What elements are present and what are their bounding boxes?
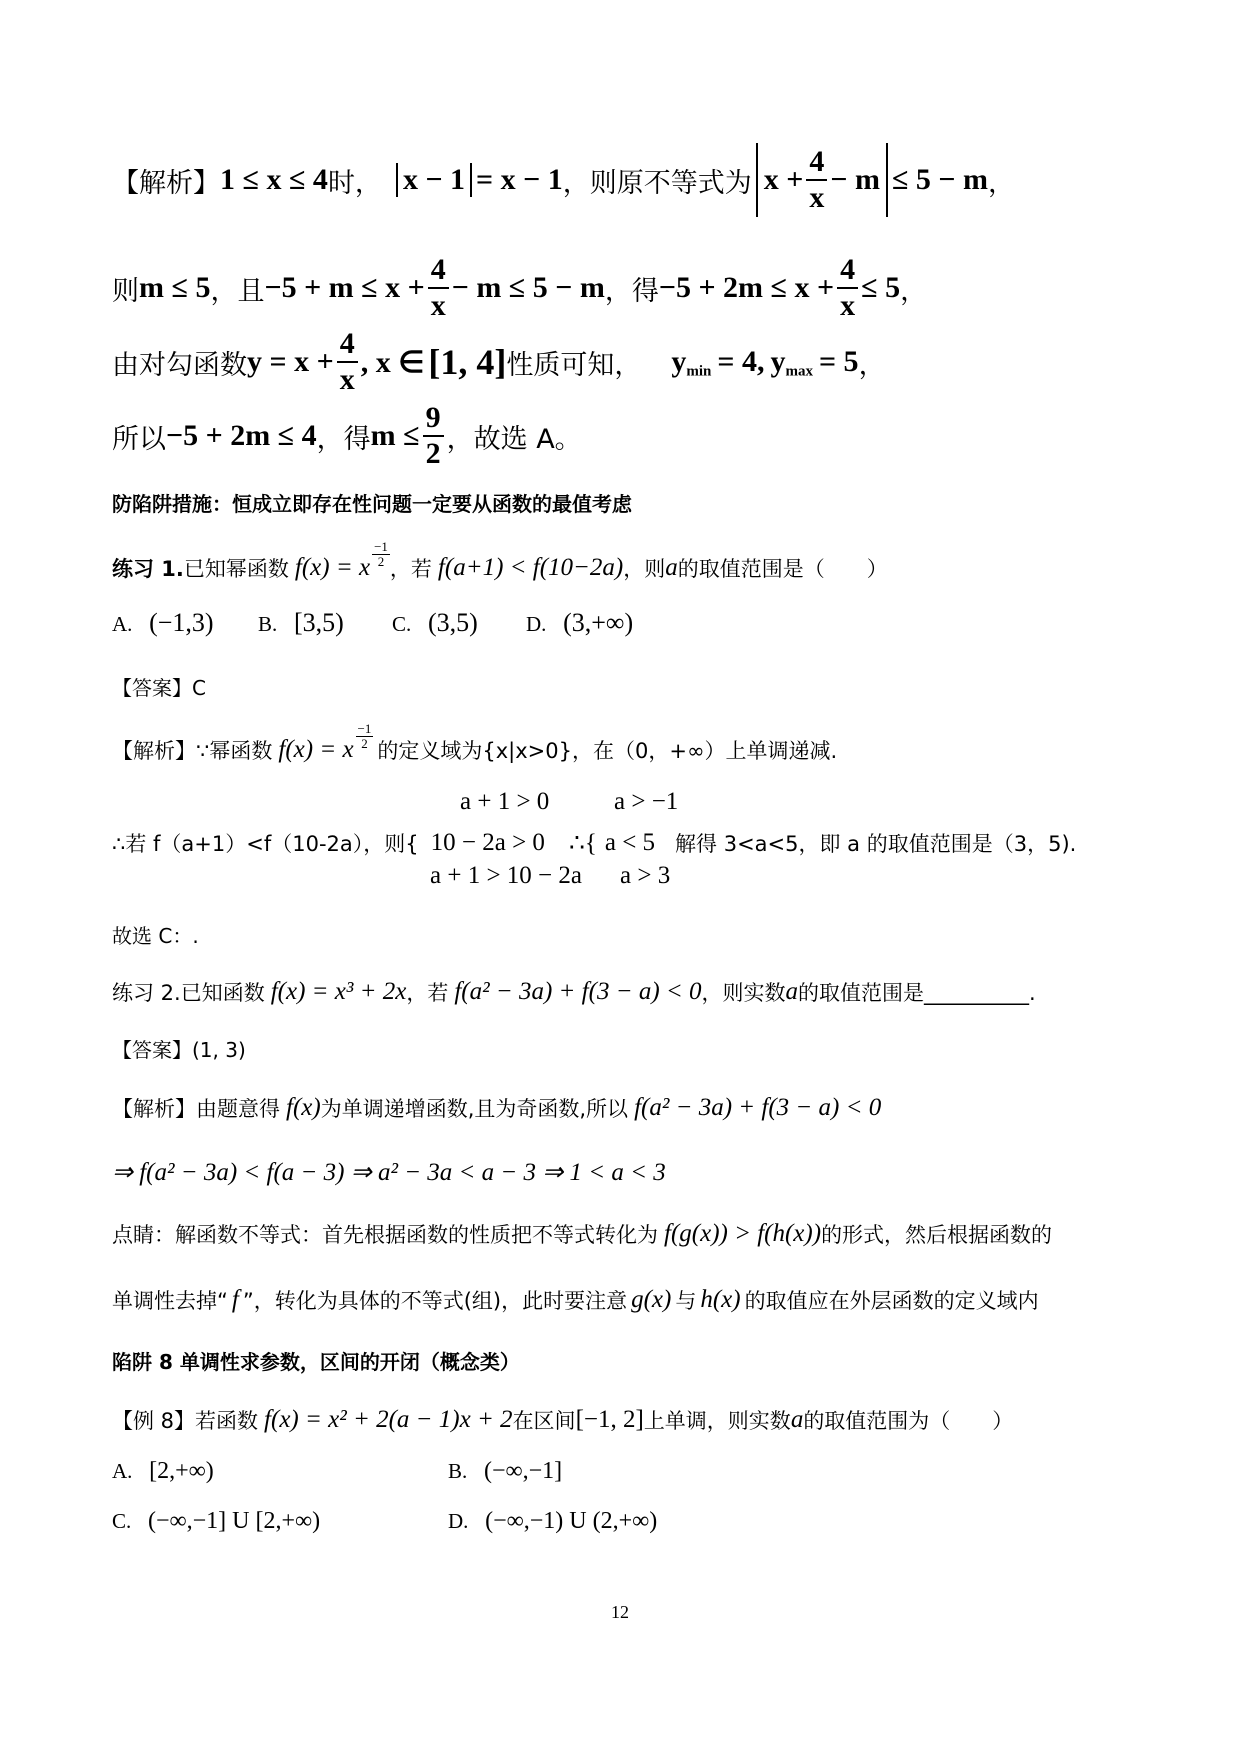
math: = 4, (717, 345, 765, 378)
fraction (337, 329, 358, 395)
option-b (448, 1458, 562, 1485)
section-heading: 防陷阱措施：恒成立即存在性问题一定要从函数的最值考虑 (112, 492, 632, 516)
math: f(a² − 3a) + f(3 − a) < 0 (634, 1094, 882, 1121)
system-row-3: a + 1 > 10 − 2a (430, 862, 582, 889)
system-line (112, 823, 1076, 863)
solution-label: 【解析】 (112, 167, 220, 199)
math-inequality (454, 978, 701, 1006)
math: = 5 (818, 345, 859, 378)
math: , x ∈ (360, 345, 425, 379)
exponent-numerator (372, 540, 390, 555)
option-value: (−∞,−1) U (2,+∞) (485, 1508, 658, 1534)
math-var (791, 1406, 804, 1434)
option-value: (−∞,−1] (483, 1458, 563, 1484)
text: ”，转化为具体的不等式(组)，此时要注意 (242, 1289, 628, 1313)
minus-sign: − (357, 720, 365, 736)
text: 与 (675, 1289, 697, 1313)
numerator: 4 (339, 327, 355, 360)
math: h(x) (700, 1286, 741, 1313)
math: f(x) (286, 1094, 321, 1121)
subscript: min (686, 363, 712, 380)
math-abs-big (756, 143, 888, 217)
note-line-2 (112, 1278, 1039, 1322)
option-label: D. (526, 612, 547, 636)
math-function (700, 1286, 740, 1314)
math: ≤ 5 (861, 271, 901, 304)
solution-line-4 (112, 401, 582, 470)
numerator: 1 (381, 538, 388, 554)
fraction (806, 147, 827, 213)
denominator: x (837, 287, 858, 321)
numerator: 4 (840, 253, 856, 286)
text: 的取值范围是（ ） (677, 557, 888, 581)
solution-line-3 (112, 327, 886, 396)
denominator: x (337, 361, 358, 395)
math: f(x) = x (278, 736, 354, 763)
text: ∴若 f（a+1）<f（10-2a），则{ (112, 832, 419, 856)
numerator: 4 (430, 253, 446, 286)
math: f(x) = x³ + 2x (270, 978, 407, 1005)
denominator: 2 (423, 435, 444, 469)
math-inequality (438, 554, 623, 582)
math: f (231, 1286, 239, 1313)
text: 若函数 (195, 1409, 259, 1433)
option-label: A. (112, 1459, 133, 1483)
option-value: (−1,3) (149, 608, 214, 637)
math-interval: [−1, 2] (575, 1406, 644, 1433)
text: 已知幂函数 (183, 557, 289, 581)
text: 在区间 (512, 1409, 576, 1433)
math-power-function (278, 736, 353, 764)
system-row-2: 10 − 2a > 0 (430, 829, 545, 856)
system-row-1: a + 1 > 0 (460, 788, 550, 815)
option-d (526, 608, 633, 638)
math: a (790, 1406, 804, 1433)
text: ，则实数 (701, 981, 786, 1005)
text: 单调性去掉“ (112, 1289, 228, 1313)
option-label: D. (448, 1509, 469, 1533)
text: ，若 (389, 557, 432, 581)
system-result-2: a < 5 (604, 829, 656, 856)
text: 的定义域为{x|x>0}，在（0，+∞）上单调递减. (377, 739, 838, 763)
math: − m ≤ 5 − m (451, 271, 605, 304)
solution-line-1 (112, 145, 1016, 214)
text: 的取值应在外层函数的定义域内 (744, 1289, 1039, 1313)
exercise-label: 练习 2. (112, 981, 181, 1005)
option-a (112, 608, 214, 638)
numerator: 4 (809, 145, 825, 178)
option-value: (−∞,−1] U [2,+∞) (147, 1508, 321, 1534)
text: ，则 (623, 557, 666, 581)
math: x + (763, 163, 804, 196)
math: g(x) (631, 1286, 672, 1313)
option-a (112, 1458, 214, 1485)
math-var (786, 978, 799, 1006)
math: −5 + m ≤ x + (264, 271, 425, 304)
fraction (837, 255, 858, 321)
math-condition: 1 ≤ x ≤ 4 (220, 163, 328, 196)
text: 时， (327, 167, 382, 199)
math-abs (396, 163, 472, 197)
option-c (112, 1508, 320, 1535)
option-label: C. (112, 1509, 132, 1533)
minus-sign: − (374, 538, 382, 554)
denominator: x (428, 287, 449, 321)
fraction (423, 403, 444, 469)
numerator: 1 (364, 720, 372, 736)
text: ，故选 A。 (446, 423, 582, 455)
math: f(a+1) < f(10−2a) (437, 554, 624, 581)
text: 性质可知， (506, 349, 642, 381)
option-value: [2,+∞) (149, 1458, 214, 1484)
text: 解得 3<a<5，即 a 的取值范围是（3，5). (675, 832, 1077, 856)
option-c (392, 608, 478, 638)
text: 已知函数 (180, 981, 265, 1005)
text: 则 (112, 275, 139, 307)
therefore-brace: ∴{ (568, 830, 597, 857)
text: 的取值范围为（ ） (803, 1409, 1014, 1433)
math: −5 + 2m ≤ 4 (166, 419, 317, 452)
text: 由题意得 (196, 1097, 280, 1121)
math: m ≤ (370, 419, 420, 452)
math: f(a² − 3a) + f(3 − a) < 0 (454, 978, 702, 1005)
text: 由对勾函数 (112, 349, 247, 381)
option-d (448, 1508, 657, 1535)
math: a (785, 978, 799, 1005)
option-value: (3,+∞) (563, 608, 634, 637)
abs-content: x − 1 (402, 163, 466, 196)
answer-1: 【答案】C (112, 676, 206, 700)
math-inequality (634, 1094, 881, 1122)
conclusion-1: 故选 C：. (112, 924, 199, 948)
answer-2: 【答案】(1, 3) (112, 1038, 246, 1062)
option-label: B. (258, 612, 278, 636)
math: f(g(x)) > f(h(x)) (664, 1220, 822, 1247)
text: 上单调，则实数 (643, 1409, 791, 1433)
text: ，得 (316, 423, 371, 455)
math: f(x) = x² + 2(a − 1)x + 2 (264, 1406, 513, 1433)
text: ，得 (604, 275, 659, 307)
math: f(x) = x (294, 554, 371, 581)
math-ymin (671, 345, 711, 379)
text: 的形式，然后根据函数的 (821, 1223, 1053, 1247)
math: ⇒ f(a² − 3a) < f(a − 3) ⇒ a² − 3a < a − 3 ⇒ 1 < a < 3 (112, 1159, 666, 1186)
math: m ≤ 5 (139, 271, 211, 304)
solution-line-2 (112, 253, 928, 322)
option-value: (3,5) (427, 608, 478, 637)
text: 点睛：解函数不等式：首先根据函数的性质把不等式转化为 (112, 1223, 658, 1247)
numerator: 9 (425, 401, 441, 434)
denominator: 2 (377, 553, 385, 569)
solution-2 (112, 1086, 881, 1130)
exponent-numerator (356, 722, 374, 737)
text: ，且 (210, 275, 265, 307)
system-result-1: a > −1 (614, 788, 679, 815)
exponent-fraction (356, 722, 374, 750)
math-chain (112, 1157, 666, 1187)
exercise-2 (112, 970, 1036, 1014)
text: ∵幂函数 (196, 739, 273, 763)
math-var (665, 554, 678, 582)
math: − m (830, 163, 880, 196)
math: −5 + 2m ≤ x + (658, 271, 835, 304)
text: ，若 (406, 981, 449, 1005)
denominator: 2 (361, 735, 368, 751)
math: ≤ 5 − m (891, 163, 989, 196)
text: ， (858, 349, 886, 381)
math: = x − 1 (476, 163, 563, 196)
math-function (631, 1286, 671, 1314)
text: ， (988, 167, 1016, 199)
option-label: C. (392, 612, 412, 636)
math-ymax (770, 345, 813, 379)
option-label: A. (112, 612, 133, 636)
option-label: B. (448, 1459, 468, 1483)
system-result-3: a > 3 (620, 862, 671, 889)
example-label: 【例 8】 (112, 1409, 196, 1433)
math-composition (664, 1220, 821, 1248)
text: 的取值范围是__________. (798, 981, 1036, 1005)
math-power-function (295, 554, 370, 582)
math-var: y (671, 345, 687, 378)
solution-label: 【解析】 (112, 739, 196, 763)
option-b (258, 608, 344, 638)
math-var (232, 1286, 239, 1314)
solution-1 (112, 720, 838, 772)
math: y = x + (247, 345, 334, 378)
text: ， (900, 275, 928, 307)
note-line-1 (112, 1212, 1052, 1256)
math-function (264, 1406, 513, 1434)
text: 所以 (112, 423, 166, 455)
math-interval: [1, 4] (428, 342, 507, 382)
math-function (286, 1094, 321, 1122)
exponent-fraction (372, 540, 390, 568)
denominator: x (806, 179, 827, 213)
section-heading: 陷阱 8 单调性求参数，区间的开闭（概念类） (112, 1350, 520, 1374)
option-value: [3,5) (293, 608, 344, 637)
exercise-label: 练习 1. (112, 557, 184, 581)
subscript: max (785, 363, 813, 380)
math: a (665, 554, 678, 581)
example-8 (112, 1398, 1013, 1442)
fraction (428, 255, 449, 321)
text: 为单调递增函数,且为奇函数,所以 (320, 1097, 629, 1121)
math-var: y (770, 345, 786, 378)
page-number: 12 (611, 1602, 629, 1622)
solution-2-chain (112, 1150, 666, 1194)
text: ，则原不等式为 (562, 167, 752, 199)
exercise-1 (112, 538, 888, 588)
solution-label: 【解析】 (112, 1097, 196, 1121)
math-function (271, 978, 407, 1006)
